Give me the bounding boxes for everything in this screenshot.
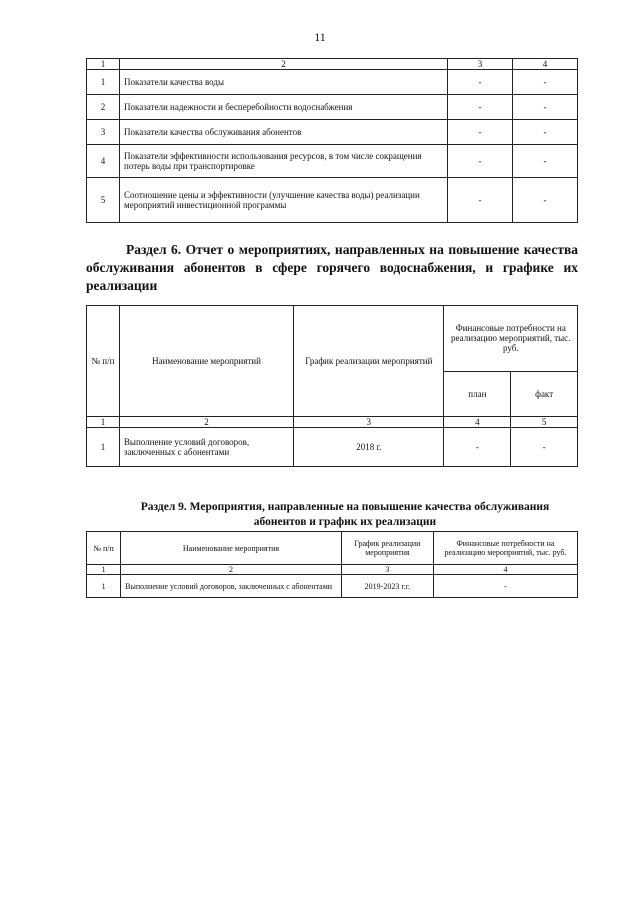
service-quality-measures-table [86, 531, 578, 598]
header-financial-needs: Финансовые потребности на реализацию мероприятий, тыс. руб. [444, 306, 578, 372]
col-number: 1 [87, 565, 121, 575]
header-fact: факт [511, 371, 578, 416]
section-6-title: Раздел 6. Отчет о мероприятиях, направленных на повышение качества обслуживания абонентов в сфере горячего водоснабжения, и графике их реализации [86, 242, 578, 293]
table-row [87, 120, 578, 145]
row-value: - [513, 120, 578, 145]
row-value: - [448, 178, 513, 223]
row-number: 4 [87, 145, 120, 178]
row-value: - [448, 120, 513, 145]
col-number: 2 [121, 565, 342, 575]
table-row [87, 145, 578, 178]
header-financial-needs: Финансовые потребности на реализацию мероприятий, тыс. руб. [433, 532, 577, 565]
row-name: Показатели качества воды [120, 70, 448, 95]
row-number: 1 [87, 428, 120, 467]
row-name: Выполнение условий договоров, заключенных с абонентами [121, 575, 342, 598]
header-cell: 4 [513, 59, 578, 70]
col-number: 3 [341, 565, 433, 575]
row-financial: - [433, 575, 577, 598]
header-schedule: График реализации мероприятия [341, 532, 433, 565]
column-number-row [87, 417, 578, 428]
col-number: 4 [444, 417, 511, 428]
col-number: 2 [119, 417, 293, 428]
header-cell: 1 [87, 59, 120, 70]
col-number: 4 [433, 565, 577, 575]
section-9-title: Раздел 9. Мероприятия, направленные на повышение качества обслуживания абонентов и график их реализации [140, 501, 550, 528]
row-value: - [448, 95, 513, 120]
header-name: Наименование мероприятия [121, 532, 342, 565]
row-value: - [513, 178, 578, 223]
header-num: № п/п [87, 532, 121, 565]
header-schedule: График реализации мероприятий [294, 306, 444, 417]
table-row [87, 95, 578, 120]
column-number-row [87, 565, 578, 575]
page-number: 11 [314, 30, 326, 44]
row-name: Показатели эффективности использования ресурсов, в том числе сокращения потерь воды при транспортировке [120, 145, 448, 178]
row-number: 2 [87, 95, 120, 120]
row-value: - [513, 95, 578, 120]
row-value: - [448, 145, 513, 178]
hot-water-measures-table [86, 305, 578, 467]
row-value: - [448, 70, 513, 95]
table-row [87, 575, 578, 598]
row-number: 1 [87, 575, 121, 598]
table-row [87, 70, 578, 95]
row-number: 5 [87, 178, 120, 223]
header-cell: 2 [120, 59, 448, 70]
row-name: Показатели качества обслуживания абонентов [120, 120, 448, 145]
row-schedule: 2018 г. [294, 428, 444, 467]
header-cell: 3 [448, 59, 513, 70]
row-name: Соотношение цены и эффективности (улучшение качества воды) реализации мероприятий инвестиционной программы [120, 178, 448, 223]
col-number: 5 [511, 417, 578, 428]
table-header-row [87, 59, 578, 70]
row-number: 1 [87, 70, 120, 95]
row-value: - [513, 145, 578, 178]
row-schedule: 2019-2023 г.г. [341, 575, 433, 598]
row-fact: - [511, 428, 578, 467]
table-row [87, 178, 578, 223]
header-num: № п/п [87, 306, 120, 417]
table-header-row [87, 306, 578, 372]
row-name: Выполнение условий договоров, заключенных с абонентами [119, 428, 293, 467]
row-plan: - [444, 428, 511, 467]
table-header-row [87, 532, 578, 565]
quality-indicators-table [86, 58, 578, 223]
row-number: 3 [87, 120, 120, 145]
header-name: Наименование мероприятий [119, 306, 293, 417]
row-value: - [513, 70, 578, 95]
header-plan: план [444, 371, 511, 416]
table-row [87, 428, 578, 467]
col-number: 3 [294, 417, 444, 428]
col-number: 1 [87, 417, 120, 428]
row-name: Показатели надежности и бесперебойности водоснабжения [120, 95, 448, 120]
